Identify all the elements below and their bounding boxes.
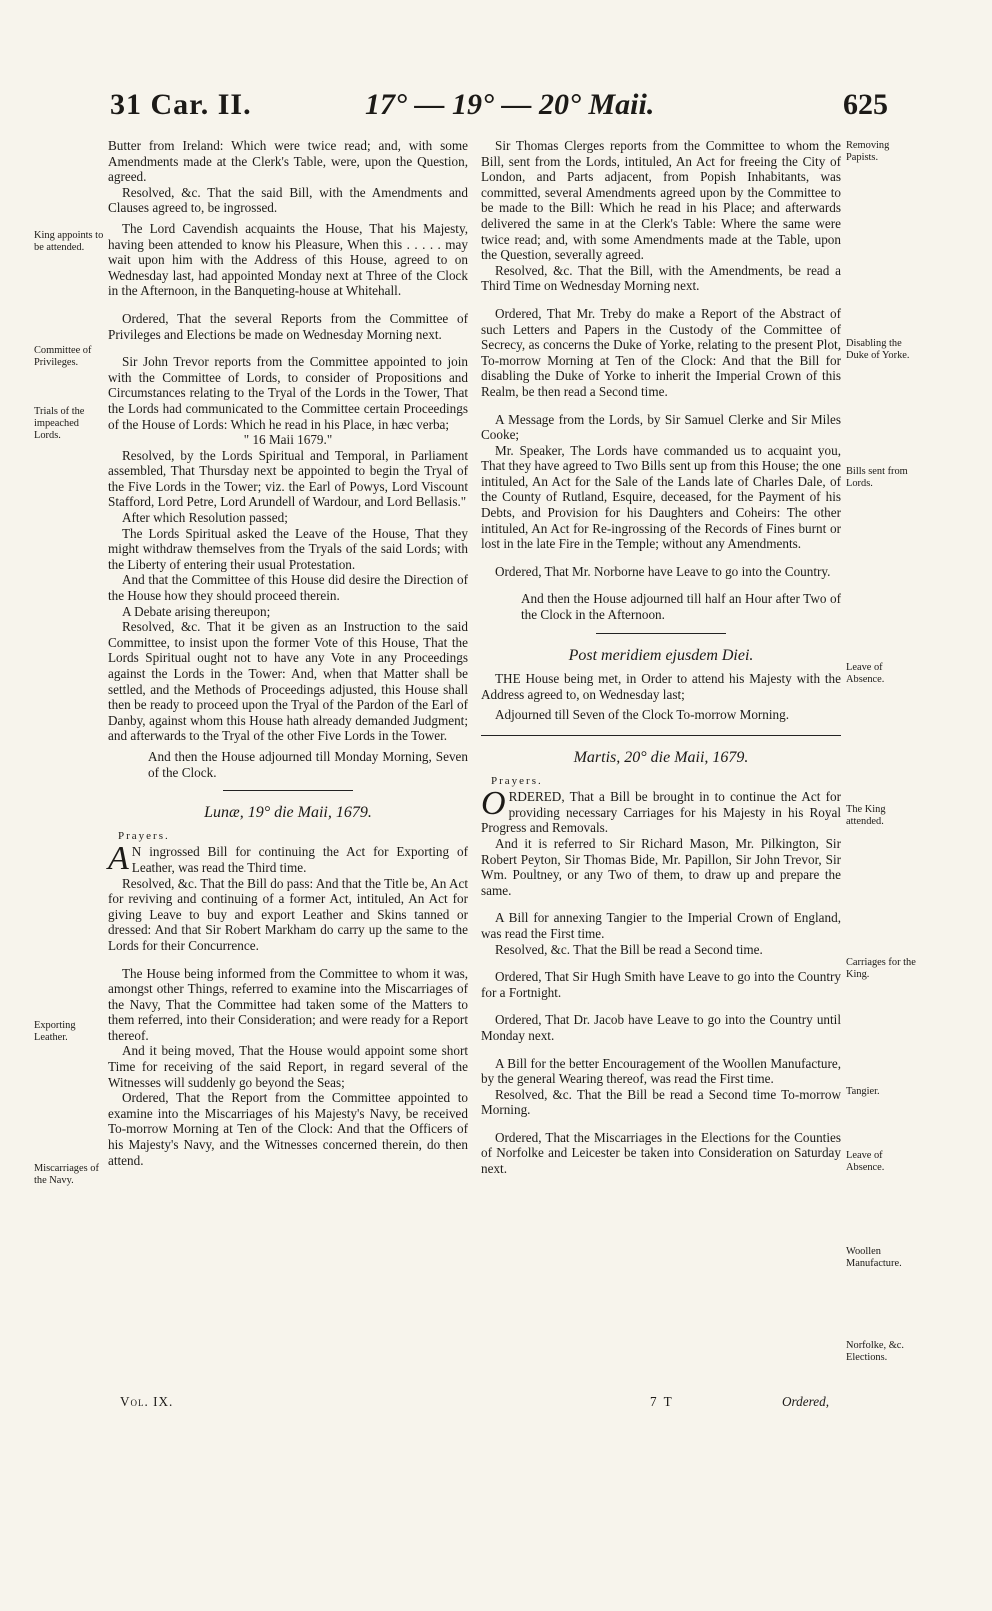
margin-note-tangier: Tangier. xyxy=(846,1086,880,1097)
paragraph: Ordered, That Sir Hugh Smith have Leave to go into the Country for a Fortnight. xyxy=(481,969,841,1000)
paragraph: Sir Thomas Clerges reports from the Committee to whom the Bill, sent from the Lords, intituled, An Act for freeing the City of London, and Parts adjacent, from Popish Inhabitants, was committed, several Amendments agreed upon by the Committee to be made to the Bill: Which he read in his Place; and afterwards delivered the same in at the Clerk's Table: Where the same were twice read; and, with some Amendments made at the Table, upon the Question, severally agreed. xyxy=(481,138,841,263)
prayers-heading: Prayers. xyxy=(118,829,170,842)
margin-note-committee-privileges: Committee of Privileges. xyxy=(34,345,92,368)
signature-mark: 7 T xyxy=(650,1394,674,1409)
adjournment: And then the House adjourned till half an Hour after Two of the Clock in the Afternoon. xyxy=(521,591,841,623)
paragraph: Ordered, That the Report from the Committee appointed to examine into the Miscarriages of his Majesty's Navy, be received To-morrow Morning at Ten of the Clock: And that the Officers of his Majesty's Navy, and the Witnesses concerned therein, do then attend. xyxy=(108,1090,468,1168)
paragraph: The Lord Cavendish acquaints the House, That his Majesty, having been attended to know his Pleasure, When this . . . . . may wait upon him with the Address of this House, agreed to on Wednesday last, had appointed Monday next at Three of the Clock in the Afternoon, in the Banqueting-house at Whitehall. xyxy=(108,220,468,299)
paragraph: Ordered, That Dr. Jacob have Leave to go into the Country until Monday next. xyxy=(481,1012,841,1043)
paragraph: And it being moved, That the House would appoint some short Time for receiving of the said Report, in regard several of the Witnesses will suddenly go beyond the Seas; xyxy=(108,1043,468,1090)
margin-note-woollen: Woollen Manufacture. xyxy=(846,1246,902,1269)
paragraph: THE House being met, in Order to attend his Majesty with the Address agreed to, on Wednesday last; xyxy=(481,671,841,702)
paragraph: Ordered, That the Miscarriages in the Elections for the Counties of Norfolke and Leicester be taken into Consideration on Saturday next. xyxy=(481,1129,841,1177)
margin-note-leave-absence: Leave of Absence. xyxy=(846,1150,885,1173)
paragraph: A Bill for annexing Tangier to the Imperial Crown of England, was read the First time. xyxy=(481,910,841,941)
margin-note-carriages-king: Carriages for the King. xyxy=(846,957,916,980)
paragraph: A Message from the Lords, by Sir Samuel Clerke and Sir Miles Cooke; xyxy=(481,411,841,443)
section-rule-long xyxy=(481,735,841,736)
paragraph: Ordered, That Mr. Treby do make a Report of the Abstract of such Letters and Papers in the Custody of the Committee of Secrecy, as concerns the Duke of Yorke, relating to the present Plot, To-morrow Morning at Ten of the Clock: And that the Bill for disabling the Duke of Yorke to inherit the Imperial Crown of this Realm, be then read a Second time. xyxy=(481,305,841,399)
paragraph: Mr. Speaker, The Lords have commanded us to acquaint you, That they have agreed to Two Bills sent up from this House; the one intituled, An Act for the Sale of the Lands late of Charles Dale, of the County of Rutland, Esquire, deceased, for the Payment of his Debts, and Provision for his Daughters and Coheirs: The other intituled, An Act for Re-ingrossing of the Records of Fines burnt or lost in the late Fire in the Temple; without any Amendments. xyxy=(481,442,841,552)
date-heading: Lunæ, 19° die Maii, 1679. xyxy=(204,804,372,822)
paragraph: A Bill for the better Encouragement of the Woollen Manufacture, by the general Wearing thereof, was read the First time. xyxy=(481,1055,841,1087)
drop-cap: O xyxy=(481,785,506,823)
paragraph: Resolved, &c. That the Bill do pass: And that the Title be, An Act for reviving and continuing of a former Act, intituled, An Act for giving Leave to buy and export Leather and Skins tanned or dressed: And that Sir Robert Markham do carry up the same to the Lords for their Concurrence. xyxy=(108,875,468,953)
afternoon-heading: Post meridiem ejusdem Diei. xyxy=(568,646,754,664)
margin-note-king-attended: The King attended. xyxy=(846,804,886,827)
paragraph: N ingrossed Bill for continuing the Act for Exporting of Leather, was read the Third time. xyxy=(131,844,468,875)
section-rule xyxy=(223,790,353,791)
date-range-heading: 17° — 19° — 20° Maii. xyxy=(365,88,655,121)
page-number: 625 xyxy=(843,88,888,121)
paragraph: Ordered, That Mr. Norborne have Leave to go into the Country. xyxy=(495,563,831,579)
date-heading: Martis, 20° die Maii, 1679. xyxy=(573,749,749,766)
prayers-heading: Prayers. xyxy=(491,774,543,787)
margin-note-leave-absence: Leave of Absence. xyxy=(846,662,885,685)
margin-note-bills-sent: Bills sent from Lords. xyxy=(846,466,908,489)
paragraph: And that the Committee of this House did desire the Direction of the House how they should proceed therein. xyxy=(108,572,468,604)
paragraph: Resolved, &c. That the Bill, with the Amendments, be read a Third Time on Wednesday Morning next. xyxy=(481,262,841,294)
adjournment: And then the House adjourned till Monday Morning, Seven of the Clock. xyxy=(148,748,468,780)
paragraph: RDERED, That a Bill be brought in to continue the Act for providing necessary Carriages for his Majesty in his Royal Progress and Removals. xyxy=(481,789,841,836)
paragraph: Resolved, &c. That the Bill be read a Second time To-morrow Morning. xyxy=(481,1086,841,1118)
right-column xyxy=(481,138,841,1177)
paragraph: Resolved, &c. That the said Bill, with the Amendments and Clauses agreed to, be ingrossed. xyxy=(108,184,468,216)
regnal-year: 31 Car. II. xyxy=(110,88,252,121)
margin-note-disabling-duke: Disabling the Duke of Yorke. xyxy=(846,338,910,361)
dated-quote: " 16 Maii 1679." xyxy=(243,432,333,448)
paragraph: Ordered, That the several Reports from the Committee of Privileges and Elections be made on Wednesday Morning next. xyxy=(108,310,468,342)
margin-note-miscarriages-navy: Miscarriages of the Navy. xyxy=(34,1163,99,1186)
running-head xyxy=(110,88,888,128)
drop-cap: A xyxy=(108,840,129,878)
paragraph: Resolved, &c. That the Bill be read a Second time. xyxy=(495,941,763,957)
margin-note-trials-lords: Trials of the impeached Lords. xyxy=(34,406,85,441)
margin-note-exporting-leather: Exporting Leather. xyxy=(34,1020,76,1043)
paragraph: Butter from Ireland: Which were twice read; and, with some Amendments made at the Clerk's Table, were, upon the Question, agreed. xyxy=(108,138,468,185)
paragraph: Resolved, &c. That it be given as an Instruction to the said Committee, to insist upon the former Vote of this House, That the Lords Spiritual ought not to have any Vote in any Proceedings against the Lords in the Tower: And, when that Matter shall be settled, and the Methods of Proceedings adjusted, this House shall then be ready to proceed upon the Tryal of the Pardon of the Earl of Danby, against whom this House hath already demanded Judgment; and afterwards to the Tryal of the other Five Lords in the Tower. xyxy=(108,619,468,744)
paragraph: Sir John Trevor reports from the Committee appointed to join with the Committee of Lords, to consider of Propositions and Circumstances relating to the Tryal of the Lords in the Tower, That the Lords had communicated to the Committee certain Proceedings of the House of Lords: Which he read in his Place, in hæc verba; xyxy=(108,354,468,432)
section-rule xyxy=(596,633,726,634)
paragraph: A Debate arising thereupon; xyxy=(122,603,271,619)
margin-note-removing-papists: Removing Papists. xyxy=(846,140,890,163)
margin-note-king-appoints: King appoints to be attended. xyxy=(34,230,104,253)
paragraph: And it is referred to Sir Richard Mason, Mr. Pilkington, Sir Robert Peyton, Sir Thomas Bide, Mr. Papillon, Sir John Trevor, Sir Wm. Poultney, or any Two of them, to draw up and prepare the same. xyxy=(481,835,841,898)
volume-mark: Vol. IX. xyxy=(120,1394,174,1409)
catchword: Ordered, xyxy=(782,1394,829,1409)
paragraph: Resolved, by the Lords Spiritual and Temporal, in Parliament assembled, That Thursday next be appointed to begin the Tryal of the Five Lords in the Tower; viz. the Earl of Powys, Lord Viscount Stafford, Lord Petre, Lord Arundell of Wardour, and Lord Bellasis." xyxy=(108,447,468,510)
paragraph: The House being informed from the Committee to whom it was, amongst other Things, referred to examine into the Miscarriages of the Navy, That the Committee had taken some of the Matters to them referred, into their Consideration; and were ready for a Report thereof. xyxy=(108,965,468,1043)
paragraph: Adjourned till Seven of the Clock To-morrow Morning. xyxy=(495,707,790,723)
paragraph: The Lords Spiritual asked the Leave of the House, That they might withdraw themselves from the Tryals of the said Lords; with the Liberty of entering their usual Protestation. xyxy=(108,525,468,572)
paragraph: After which Resolution passed; xyxy=(122,510,288,526)
margin-note-norfolk-elections: Norfolke, &c. Elections. xyxy=(846,1340,904,1363)
left-column xyxy=(108,138,468,1168)
